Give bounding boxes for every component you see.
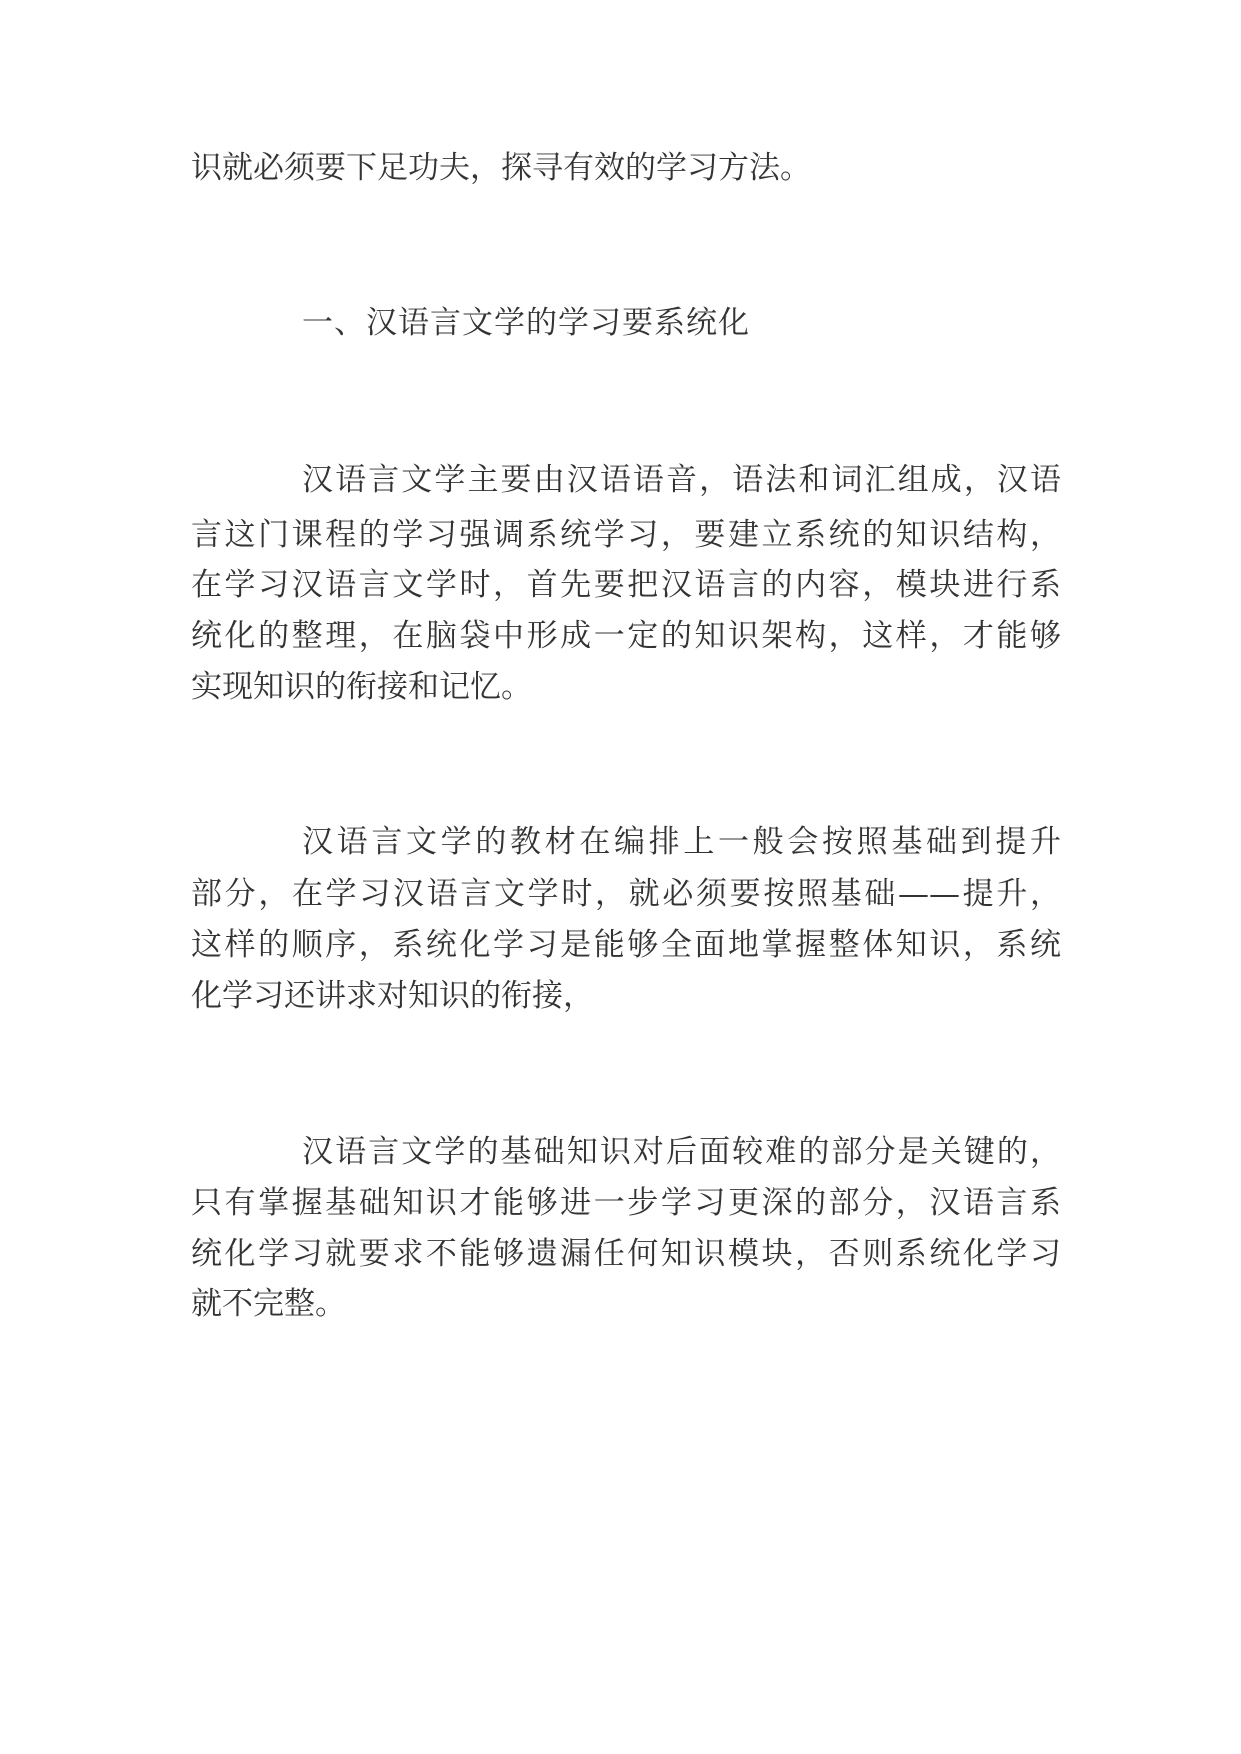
paragraph-line: 言这门课程的学习强调系统学习，要建立系统的知识结构， bbox=[191, 517, 1061, 553]
paragraph-line: 化学习还讲求对知识的衔接， bbox=[191, 978, 594, 1014]
paragraph-line: 汉语言文学的基础知识对后面较难的部分是关键的， bbox=[302, 1134, 1061, 1170]
paragraph-line: 汉语言文学的教材在编排上一般会按照基础到提升 bbox=[302, 824, 1061, 860]
paragraph-line: 汉语言文学主要由汉语语音，语法和词汇组成，汉语 bbox=[302, 462, 1061, 498]
section-heading: 一、汉语言文学的学习要系统化 bbox=[302, 305, 750, 341]
paragraph-line: 只有掌握基础知识才能够进一步学习更深的部分，汉语言系 bbox=[191, 1185, 1061, 1221]
paragraph-line: 在学习汉语言文学时，首先要把汉语言的内容，模块进行系 bbox=[191, 567, 1061, 603]
paragraph-line: 部分，在学习汉语言文学时，就必须要按照基础——提升， bbox=[191, 876, 1061, 912]
intro-line: 识就必须要下足功夫，探寻有效的学习方法。 bbox=[191, 150, 811, 186]
paragraph-line: 统化学习就要求不能够遗漏任何知识模块，否则系统化学习 bbox=[191, 1236, 1061, 1272]
paragraph-line: 这样的顺序，系统化学习是能够全面地掌握整体知识，系统 bbox=[191, 927, 1061, 963]
paragraph-line: 就不完整。 bbox=[191, 1286, 346, 1322]
paragraph-line: 实现知识的衔接和记忆。 bbox=[191, 669, 532, 705]
paragraph-line: 统化的整理，在脑袋中形成一定的知识架构，这样，才能够 bbox=[191, 618, 1061, 654]
